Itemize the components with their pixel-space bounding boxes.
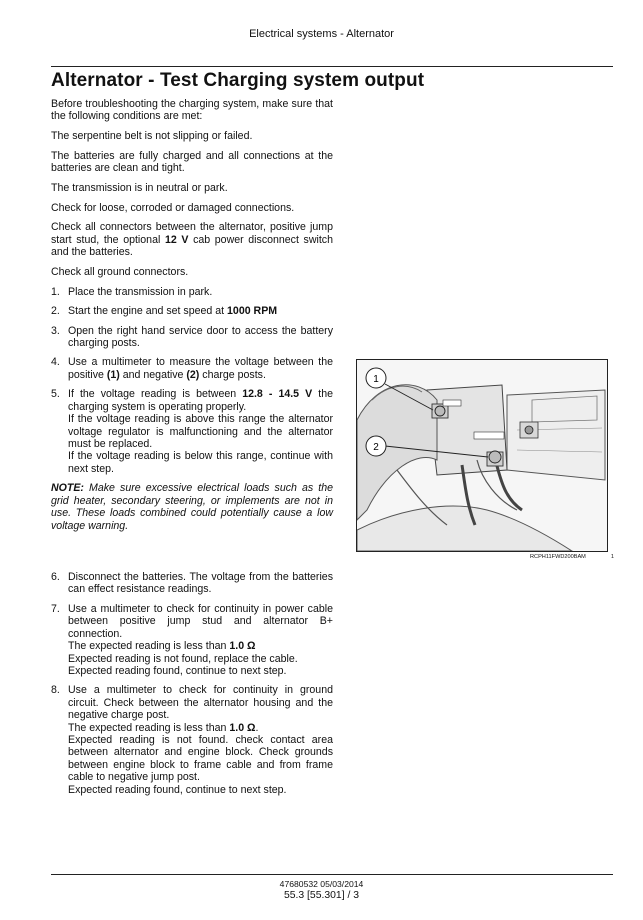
- alternator-charging-posts-figure: [356, 359, 608, 552]
- procedure-steps-b: [51, 571, 333, 796]
- step-7: 7. Use a multimeter to check for continuity in power cable between positive jump stud and alternator B+ connection. The expected reading is less than 1.0 Ω Expected reading is not found, replace the cable. Expected reading found, continue to next step.: [51, 602, 333, 677]
- condition-belt: The serpentine belt is not slipping or failed.: [51, 130, 253, 143]
- figure-caption-id: RCPH11FWD200BAM: [530, 554, 586, 560]
- page-number: 55.3 [55.301] / 3: [283, 890, 360, 901]
- step-6: 6. Disconnect the batteries. The voltage from the batteries can effect resistance readings.: [51, 571, 333, 596]
- step-3: 3. Open the right hand service door to access the battery charging posts.: [51, 324, 333, 349]
- page-footer: [0, 878, 643, 902]
- footer-rule: [51, 874, 613, 875]
- condition-batteries: The batteries are fully charged and all connections at the batteries are clean and tight.: [51, 149, 333, 175]
- check-connectors: Check all connectors between the alternator, positive jump start stud, the optional 12 V cab power disconnect switch and the batteries.: [51, 221, 333, 259]
- condition-connections: Check for loose, corroded or damaged connections.: [51, 201, 295, 214]
- page-title: Alternator - Test Charging system output: [51, 70, 425, 91]
- step-5: 5. If the voltage reading is between 12.8 - 14.5 V the charging system is operating properly. If the voltage reading is above this range the alternator voltage regulator is malfunctioning and the alternator must be replaced. If the voltage reading is below this range, continue with next step.: [51, 388, 333, 475]
- callout-1-label: 1: [373, 374, 379, 385]
- intro-section: [51, 98, 333, 539]
- callout-2-label: 2: [373, 442, 379, 453]
- step-2: 2. Start the engine and set speed at 1000 RPM: [51, 305, 278, 318]
- figure-caption-number: 1: [610, 554, 614, 560]
- procedure-steps-a: [51, 286, 333, 476]
- step-1: 1. Place the transmission in park.: [51, 285, 213, 298]
- charging-posts-illustration: [357, 360, 607, 551]
- step-4: 4. Use a multimeter to measure the voltage between the positive (1) and negative (2) charge posts.: [51, 356, 333, 381]
- condition-transmission: The transmission is in neutral or park.: [51, 181, 228, 194]
- intro-lead: Before troubleshooting the charging system, make sure that the following conditions are met:: [51, 98, 333, 123]
- step-8: 8. Use a multimeter to check for continuity in ground circuit. Check between the alternator housing and the negative charge post. The expected reading is less than 1.0 Ω. Expected reading is not found. check contact area between alternator and engine block. Check grounds between engine block to frame cable and from frame cable to negative jump post. Expected reading found, continue to next step.: [51, 684, 333, 796]
- document-id: 47680532 05/03/2014: [279, 879, 364, 889]
- procedure-continued: [51, 571, 333, 803]
- note: NOTE: Make sure excessive electrical loads such as the grid heater, secondary steering, or implements are not in use. These loads combined could potentially cause a low voltage warning.: [51, 482, 333, 532]
- header-rule: [51, 66, 613, 67]
- running-header: Electrical systems - Alternator: [249, 28, 394, 40]
- check-ground: Check all ground connectors.: [51, 265, 189, 278]
